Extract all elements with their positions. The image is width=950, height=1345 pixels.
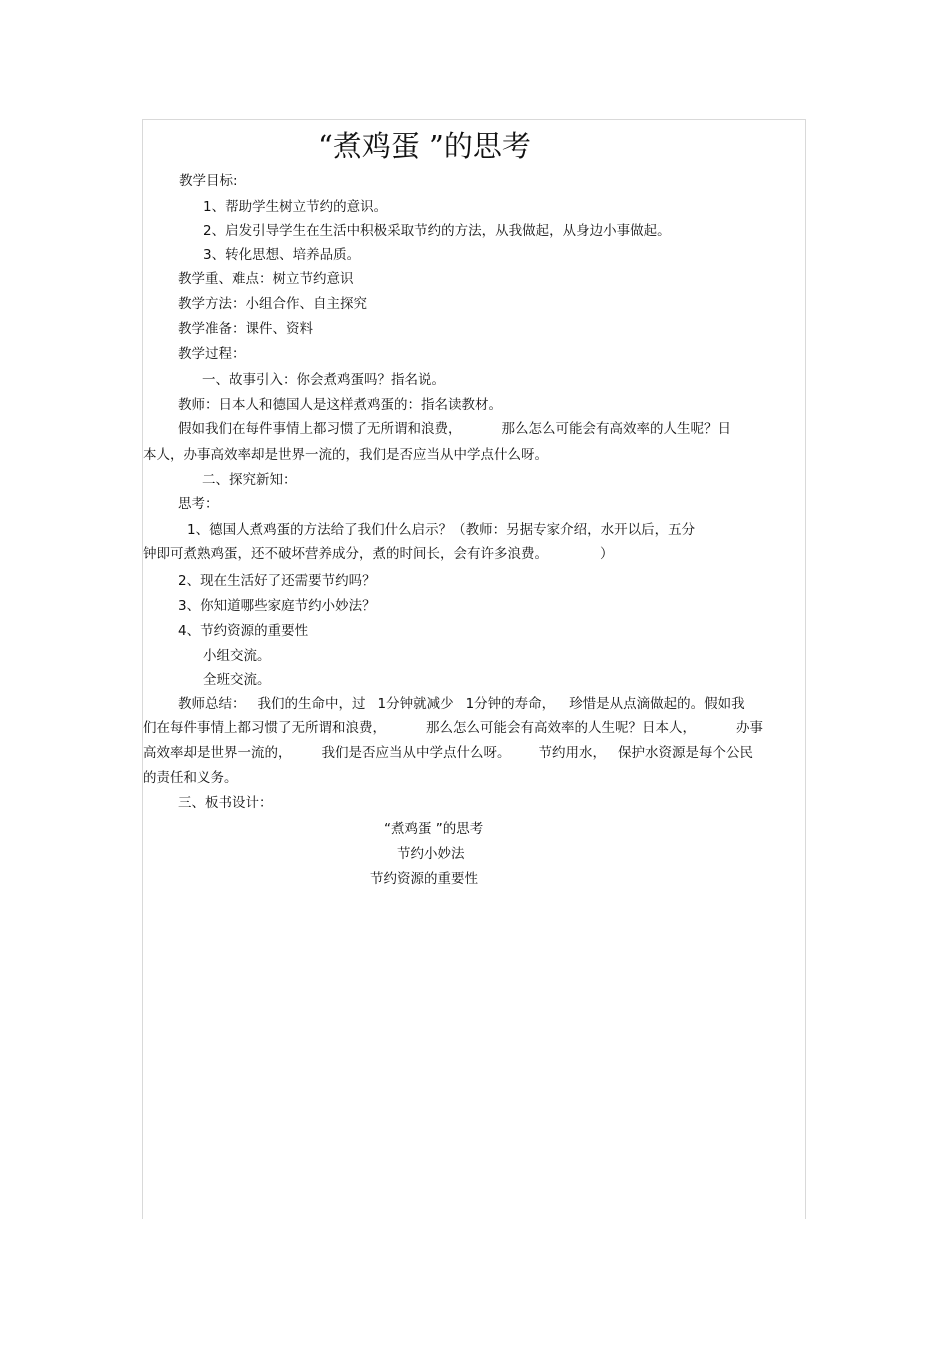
question-2: 2、现在生活好了还需要节约吗？ [178, 573, 376, 589]
key-points: 教学重、难点：树立节约意识 [178, 271, 354, 287]
text-span: 钟即可煮熟鸡蛋，还不破坏营养成分，煮的时间长，会有许多浪费。 [143, 546, 548, 562]
question-4: 4、节约资源的重要性 [178, 623, 309, 639]
board-line-1: “煮鸡蛋 ”的思考 [384, 821, 484, 837]
text-span: 保护水资源是每个公民 [618, 745, 753, 761]
section-1-title: 一、故事引入：你会煮鸡蛋吗？指名说。 [202, 372, 445, 388]
board-line-3: 节约资源的重要性 [370, 871, 478, 887]
question-1-line-2 [143, 545, 614, 563]
text-span: 假如我们在每件事情上都习惯了无所谓和浪费， [178, 421, 462, 437]
summary-line-3 [143, 744, 753, 762]
text-span: 1分钟的寿命， [465, 696, 556, 712]
text-span: 高效率却是世界一流的， [143, 745, 292, 761]
goals-heading: 教学目标: [179, 173, 238, 189]
text-span: 们在每件事情上都习惯了无所谓和浪费， [143, 720, 386, 736]
teaching-method: 教学方法：小组合作、自主探究 [178, 296, 367, 312]
summary-line-1 [178, 695, 745, 713]
text-span: 1分钟就减少 [377, 696, 454, 712]
text-span: 办事 [736, 720, 763, 736]
text-span: 节约用水， [538, 745, 606, 761]
summary-line-4: 的责任和义务。 [143, 770, 238, 786]
teaching-preparation: 教学准备：课件、资料 [178, 321, 313, 337]
paragraph-1-line-1 [178, 420, 731, 438]
board-line-2: 节约小妙法 [397, 846, 465, 862]
section-2-title: 二、探究新知： [202, 472, 297, 488]
process-heading: 教学过程： [178, 346, 246, 362]
goal-item: 2、启发引导学生在生活中积极采取节约的方法，从我做起，从身边小事做起。 [203, 223, 671, 239]
teacher-line: 教师：日本人和德国人是这样煮鸡蛋的：指名读教材。 [178, 397, 502, 413]
paragraph-1-line-2: 本人，办事高效率却是世界一流的，我们是否应当从中学点什么呀。 [143, 447, 548, 463]
document-title: “煮鸡蛋 ”的思考 [318, 129, 531, 163]
text-span: 我们是否应当从中学点什么呀。 [321, 745, 511, 761]
text-span: 那么怎么可能会有高效率的人生呢？日本人， [426, 720, 696, 736]
question-3: 3、你知道哪些家庭节约小妙法？ [178, 598, 376, 614]
goal-item: 3、转化思想、培养品质。 [203, 247, 361, 263]
section-3-title: 三、板书设计： [178, 795, 273, 811]
text-span: 我们的生命中，过 [257, 696, 366, 712]
text-span: 那么怎么可能会有高效率的人生呢？日 [501, 421, 731, 437]
text-span: 教师总结： [178, 696, 246, 712]
question-1-line-1: 1、德国人煮鸡蛋的方法给了我们什么启示？（教师：另据专家介绍，水开以后，五分 [187, 522, 696, 538]
class-discussion: 全班交流。 [203, 672, 271, 688]
summary-line-2 [143, 719, 763, 737]
text-span: ） [600, 546, 614, 562]
text-span: 珍惜是从点滴做起的。假如我 [569, 696, 745, 712]
goal-item: 1、帮助学生树立节约的意识。 [203, 199, 388, 215]
group-discussion: 小组交流。 [203, 648, 271, 664]
think-label: 思考： [178, 496, 219, 512]
